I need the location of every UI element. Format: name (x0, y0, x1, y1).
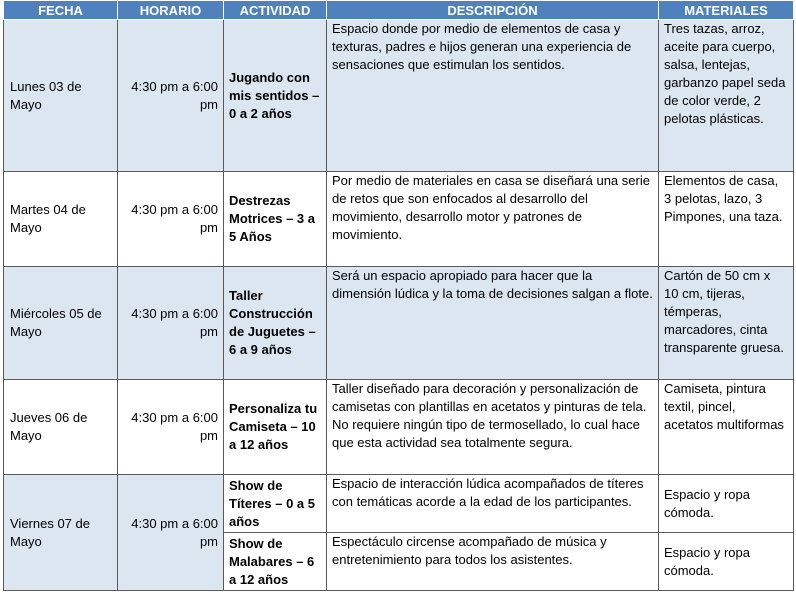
activity-cell: Personaliza tu Camiseta – 10 a 12 años (224, 380, 327, 475)
header-fecha: FECHA (4, 1, 118, 20)
activity-cell: Jugando con mis sentidos – 0 a 2 años (224, 20, 327, 172)
header-materiales: MATERIALES (659, 1, 794, 20)
materials-cell: Elementos de casa, 3 pelotas, lazo, 3 Pimpones, una taza. (659, 172, 794, 267)
materials-cell: Cartón de 50 cm x 10 cm, tijeras, témperas, marcadores, cinta transparente gruesa. (659, 267, 794, 380)
description-cell: Taller diseñado para decoración y personalización de camisetas con plantillas en acetatos y pinturas de tela. No requiere ningún tipo de termosellado, lo cual hace que esta actividad sea totalmente segura. (327, 380, 659, 475)
table-row (4, 380, 794, 475)
table-row (4, 20, 794, 172)
date-cell: Lunes 03 de Mayo (4, 20, 118, 172)
activity-cell: Destrezas Motrices – 3 a 5 Años (224, 172, 327, 267)
activity-cell: Show de Malabares – 6 a 12 años (224, 533, 327, 591)
description-cell: Será un espacio apropiado para hacer que la dimensión lúdica y la toma de decisiones salgan a flote. (327, 267, 659, 380)
description-cell: Espacio de interacción lúdica acompañados de títeres con temáticas acorde a la edad de los participantes. (327, 475, 659, 533)
activity-cell: Taller Construcción de Juguetes – 6 a 9 años (224, 267, 327, 380)
header-horario: HORARIO (118, 1, 224, 20)
date-cell: Miércoles 05 de Mayo (4, 267, 118, 380)
description-cell: Por medio de materiales en casa se diseñará una serie de retos que son enfocados al desarrollo del movimiento, desarrollo motor y patrones de movimiento. (327, 172, 659, 267)
description-cell: Espacio donde por medio de elementos de casa y texturas, padres e hijos generan una experiencia de sensaciones que estimulan los sentidos. (327, 20, 659, 172)
table-row (4, 267, 794, 380)
time-cell: 4:30 pm a 6:00 pm (118, 172, 224, 267)
activity-cell: Show de Títeres – 0 a 5 años (224, 475, 327, 533)
time-cell: 4:30 pm a 6:00 pm (118, 475, 224, 591)
header-actividad: ACTIVIDAD (224, 1, 327, 20)
materials-cell: Espacio y ropa cómoda. (659, 533, 794, 591)
time-cell: 4:30 pm a 6:00 pm (118, 20, 224, 172)
description-cell: Espectáculo circense acompañado de música y entretenimiento para todos los asistentes. (327, 533, 659, 591)
header-descripcion: DESCRIPCIÓN (327, 1, 659, 20)
materials-cell: Espacio y ropa cómoda. (659, 475, 794, 533)
date-cell: Martes 04 de Mayo (4, 172, 118, 267)
time-cell: 4:30 pm a 6:00 pm (118, 267, 224, 380)
materials-cell: Tres tazas, arroz, aceite para cuerpo, salsa, lentejas, garbanzo papel seda de color verde, 2 pelotas plásticas. (659, 20, 794, 172)
date-cell: Jueves 06 de Mayo (4, 380, 118, 475)
table-row (4, 475, 794, 533)
table-row (4, 172, 794, 267)
schedule-table (3, 0, 794, 591)
header-row (4, 1, 794, 20)
date-cell: Viernes 07 de Mayo (4, 475, 118, 591)
materials-cell: Camiseta, pintura textil, pincel, acetatos multiformas (659, 380, 794, 475)
time-cell: 4:30 pm a 6:00 pm (118, 380, 224, 475)
